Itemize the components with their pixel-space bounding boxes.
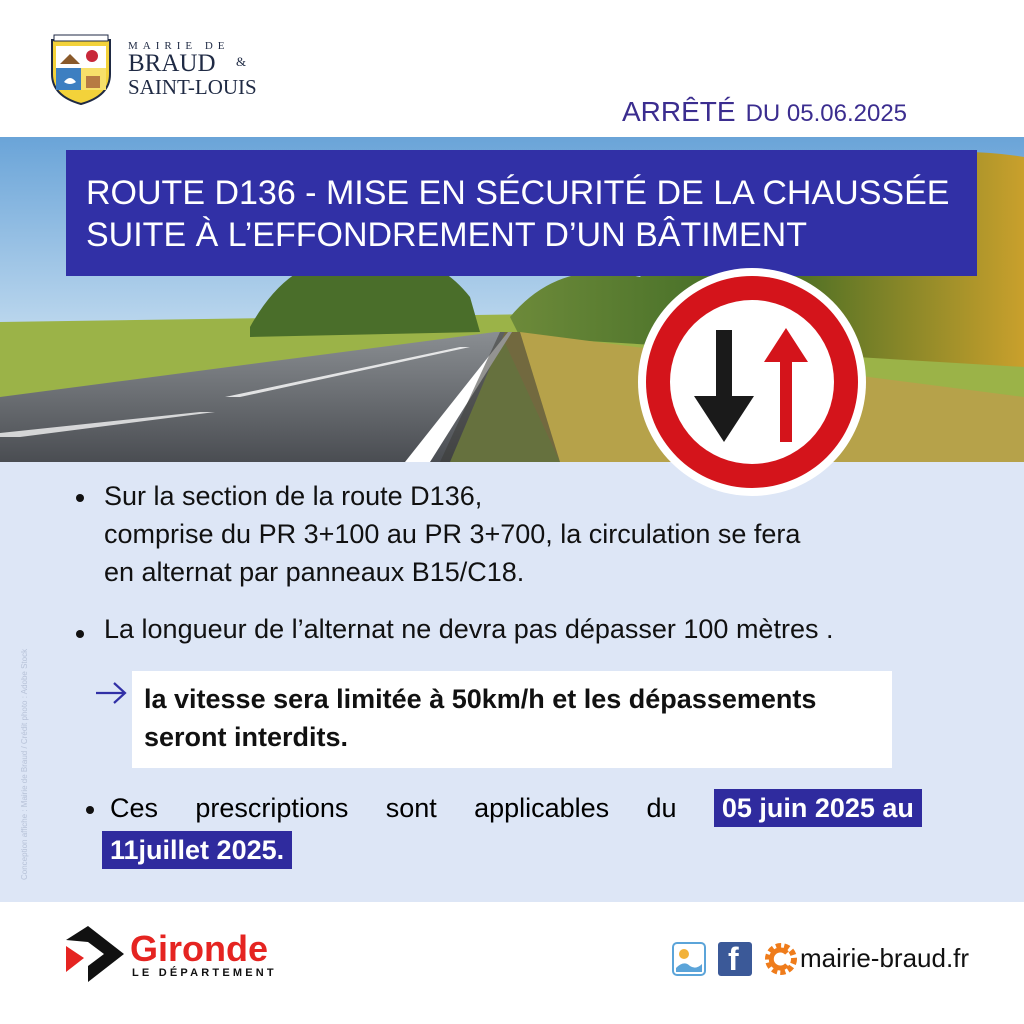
mairie-ampersand: & bbox=[236, 54, 247, 69]
bullet-1-line-3: en alternat par panneaux B15/C18. bbox=[104, 557, 525, 587]
bullet-dot-3 bbox=[86, 806, 94, 814]
arrete-heading bbox=[622, 96, 907, 128]
bullet-3-word: applicables bbox=[474, 793, 610, 823]
bullet-3-word: du bbox=[646, 793, 677, 823]
bullet-3-word: prescriptions bbox=[195, 793, 349, 823]
website-gear-icon[interactable] bbox=[762, 940, 800, 978]
gironde-wordmark: Gironde bbox=[130, 928, 269, 969]
bullet-2-text: La longueur de l’alternat ne devra pas dépasser 100 mètres . bbox=[104, 614, 834, 644]
bullet-1-text bbox=[104, 477, 924, 591]
date-range-highlight-1: 05 juin 2025 au bbox=[714, 789, 922, 827]
mairie-name-saint-louis: SAINT-LOUIS bbox=[128, 75, 257, 99]
bullet-dot-1 bbox=[76, 494, 84, 502]
website-link[interactable]: mairie-braud.fr bbox=[800, 943, 970, 973]
arrete-date: DU 05.06.2025 bbox=[745, 100, 908, 127]
bullet-3-word: Ces bbox=[110, 793, 159, 823]
photo-credit-text: Conception affiche : Mairie de Braud / Crédit photo : Adobe Stock bbox=[20, 648, 29, 880]
municipal-crest-logo bbox=[50, 34, 112, 106]
priority-oncoming-traffic-sign-icon bbox=[636, 266, 868, 498]
bullet-dot-2 bbox=[76, 630, 84, 638]
title-line-1: ROUTE D136 - MISE EN SÉCURITÉ DE LA CHAUSSÉE bbox=[86, 174, 950, 212]
arrete-word: ARRÊTÉ bbox=[622, 96, 736, 127]
panneaupocket-icon[interactable] bbox=[672, 942, 706, 976]
bullet-1-line-2: comprise du PR 3+100 au PR 3+700, la circulation se fera bbox=[104, 519, 801, 549]
mairie-wordmark bbox=[128, 40, 257, 98]
bullet-1-line-1: Sur la section de la route D136, bbox=[104, 481, 483, 511]
bullet-3-word: sont bbox=[385, 793, 437, 823]
note-line-1: la vitesse sera limitée à 50km/h et les dépassements bbox=[144, 684, 817, 714]
bullet-3-line-1 bbox=[110, 789, 922, 827]
speed-limit-note bbox=[132, 671, 892, 768]
title-banner bbox=[66, 150, 977, 276]
title-line-2: SUITE À L’EFFONDREMENT D’UN BÂTIMENT bbox=[86, 216, 807, 254]
mairie-name-braud: BRAUD bbox=[128, 50, 216, 77]
date-range-highlight-2: 11juillet 2025. bbox=[102, 831, 292, 869]
gironde-subtitle: LE DÉPARTEMENT bbox=[132, 967, 277, 979]
bullet-3-text bbox=[110, 789, 922, 869]
arrow-right-icon bbox=[94, 680, 128, 706]
mairie-de-label: MAIRIE DE bbox=[128, 40, 230, 52]
photo-credit-vertical bbox=[6, 630, 46, 880]
gironde-logo-icon bbox=[66, 926, 124, 986]
facebook-icon[interactable]: f bbox=[718, 942, 752, 976]
note-line-2: seront interdits. bbox=[144, 722, 349, 752]
